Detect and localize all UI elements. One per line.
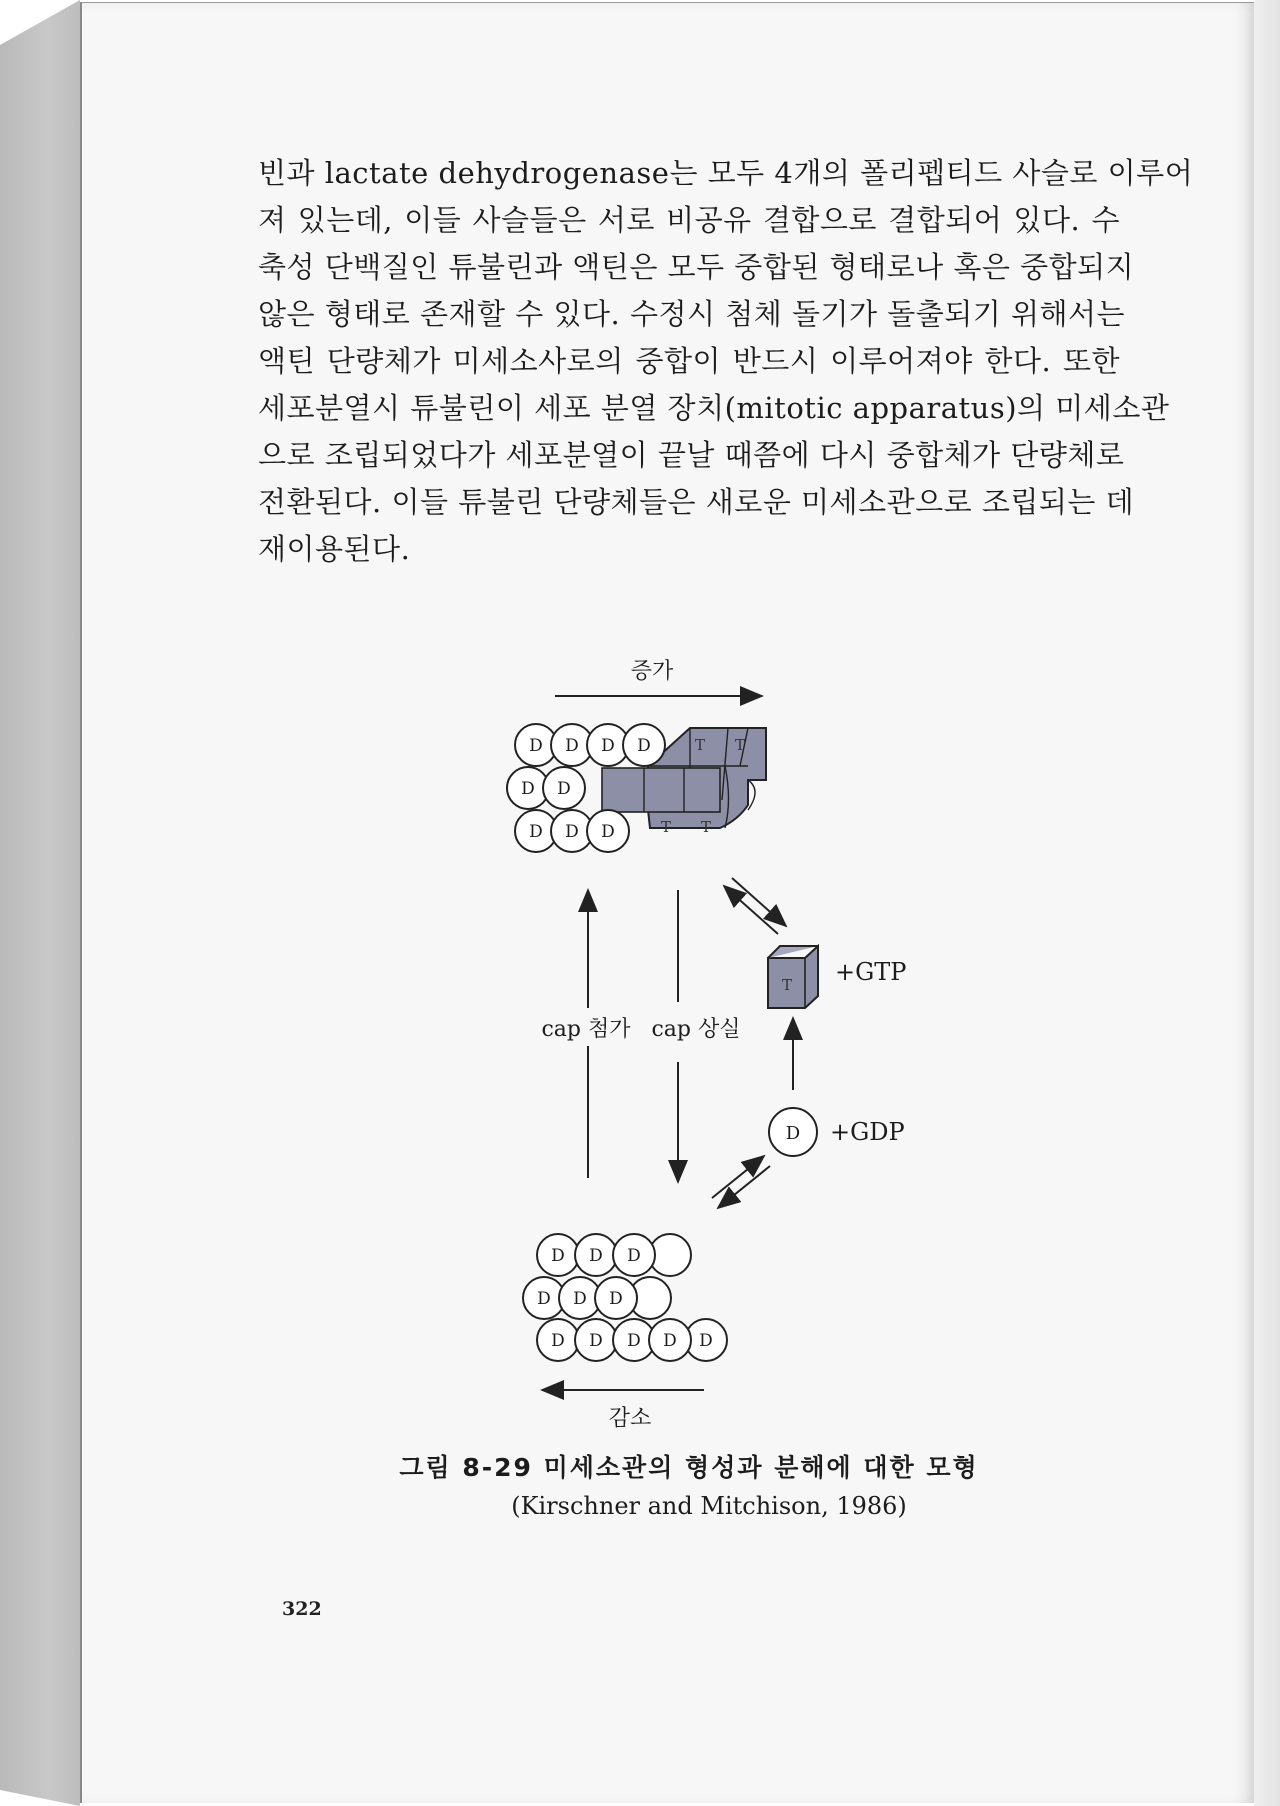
subunit-d: D: [601, 736, 615, 756]
book-spine: [0, 0, 80, 1806]
subunit-d: D: [785, 1123, 801, 1144]
subunit-d: D: [551, 1246, 565, 1266]
subunit-d: D: [589, 1331, 603, 1351]
page-edge: [1254, 0, 1280, 1806]
text-line: 져 있는데, 이들 사슬들은 서로 비공유 결합으로 결합되어 있다. 수: [258, 203, 1120, 237]
subunit-t: T: [734, 736, 746, 754]
subunit-d: D: [609, 1289, 623, 1309]
text-line: 전환된다. 이들 튜불린 단량체들은 새로운 미세소관으로 조립되는 데: [258, 485, 1135, 519]
caption-source: (Kirschner and Mitchison, 1986): [511, 1492, 907, 1520]
subunit-d: D: [529, 822, 543, 842]
text-line: 세포분열시 튜불린이 세포 분열 장치(mitotic apparatus)의 미세소관: [258, 391, 1170, 425]
body-paragraph: [258, 150, 1194, 573]
text-line: 축성 단백질인 튜불린과 액틴은 모두 중합된 형태로나 혹은 중합되지: [258, 250, 1135, 284]
gtp-cap-row: [602, 768, 720, 812]
subunit-t: T: [694, 736, 706, 754]
subunit-d: D: [565, 736, 579, 756]
text-line: 액틴 단량체가 미세소사로의 중합이 반드시 이루어져야 한다. 또한: [258, 344, 1120, 378]
subunit-d: D: [627, 1246, 641, 1266]
text-line: 재이용된다.: [258, 532, 411, 566]
subunit-d: D: [521, 779, 535, 799]
subunit-d: D: [529, 736, 543, 756]
text-line: 않은 형태로 존재할 수 있다. 수정시 첨체 돌기가 돌출되기 위해서는: [258, 297, 1126, 331]
text-line: 빈과 lactate dehydrogenase는 모두 4개의 폴리펩티드 사슬로 이루어: [258, 156, 1194, 190]
subunit-d: D: [537, 1289, 551, 1309]
subunit-d: D: [565, 822, 579, 842]
subunit-d: D: [627, 1331, 641, 1351]
subunit-d: D: [637, 736, 651, 756]
subunit-d: D: [589, 1246, 603, 1266]
subunit-d: D: [601, 822, 615, 842]
cap-add-label: cap 첨가: [541, 1017, 631, 1042]
growth-label: 증가: [630, 659, 674, 684]
subunit-t: T: [660, 818, 672, 836]
free-gtp-subunit: [768, 946, 818, 1008]
caption-title: 그림 8-29 미세소관의 형성과 분해에 대한 모형: [399, 1453, 979, 1482]
page-number: 322: [282, 1598, 322, 1620]
subunit-d: D: [551, 1331, 565, 1351]
subunit-t: T: [781, 976, 793, 994]
subunit-d: D: [699, 1331, 713, 1351]
subunit-t: T: [700, 818, 712, 836]
equilibrium-arrow: [732, 878, 786, 926]
text-line: 으로 조립되었다가 세포분열이 끝날 때쯤에 다시 중합체가 단량체로: [258, 438, 1125, 472]
microtubule-model-figure: [500, 650, 950, 1431]
subunit-d: D: [663, 1331, 677, 1351]
equilibrium-arrow: [724, 886, 778, 934]
shrink-label: 감소: [608, 1406, 652, 1431]
gdp-label: +GDP: [830, 1118, 905, 1146]
figure-caption: [258, 1448, 1120, 1520]
cap-loss-label: cap 상실: [651, 1017, 741, 1042]
gtp-label: +GTP: [835, 958, 907, 986]
subunit-d: D: [573, 1289, 587, 1309]
subunit-d: D: [557, 779, 571, 799]
